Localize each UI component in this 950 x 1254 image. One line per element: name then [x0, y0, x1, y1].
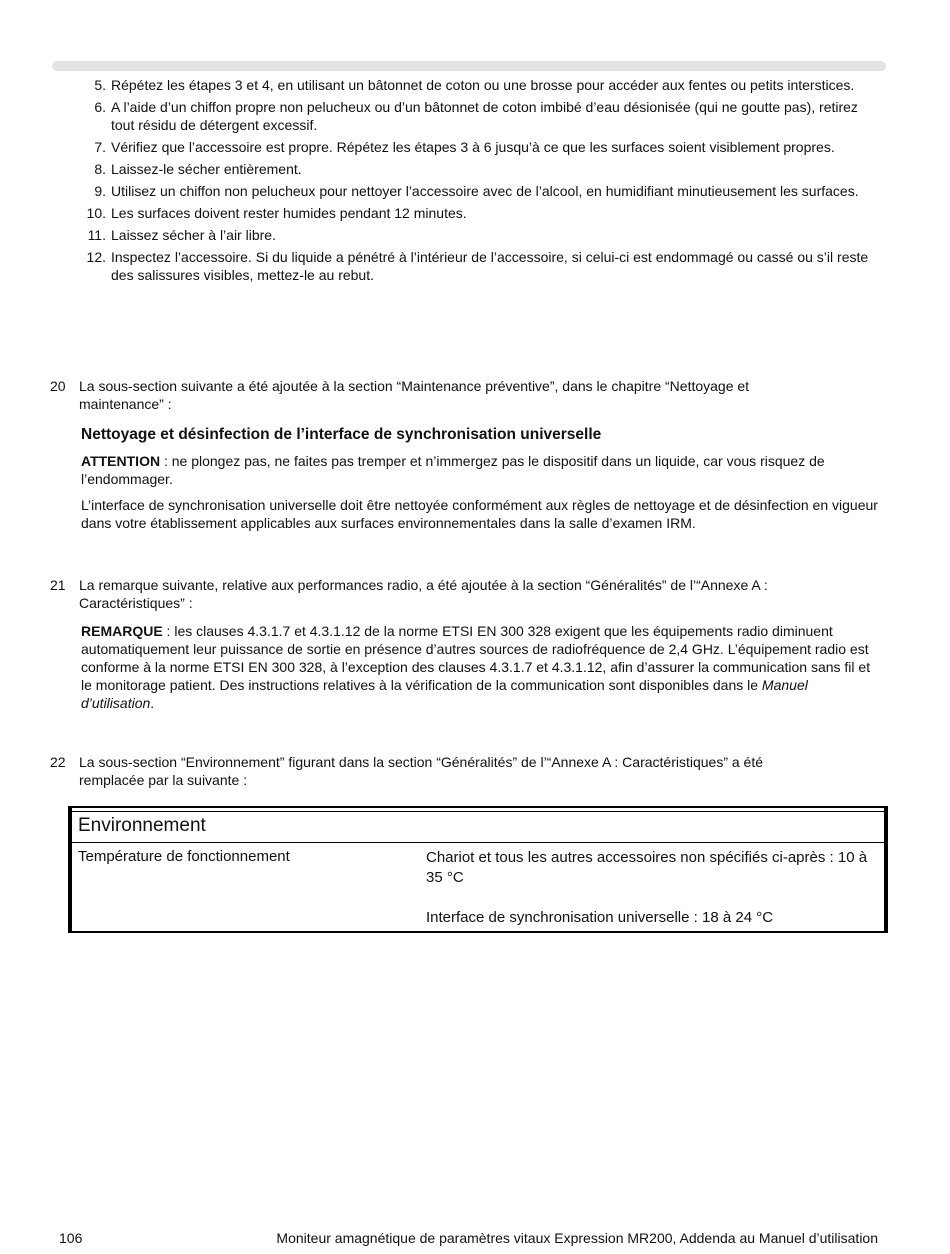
table-row-values: [426, 848, 881, 928]
step-number: 5.: [94, 77, 106, 93]
item-text: La remarque suivante, relative aux performances radio, a été ajoutée à la section “Généralités” de l’“Annexe A : Caractéristiques” :: [79, 577, 768, 611]
table-title: Environnement: [72, 811, 884, 843]
step-item: [0, 248, 881, 284]
attention-text: : ne plongez pas, ne faites pas tremper et n’immergez pas le dispositif dans un liquide, car vous risquez de l’endommager.: [81, 453, 825, 487]
footer-text: Moniteur amagnétique de paramètres vitaux Expression MR200, Addenda au Manuel d’utilisation: [276, 1230, 878, 1246]
remark-text: : les clauses 4.3.1.7 et 4.3.1.12 de la norme ETSI EN 300 328 exigent que les équipements radio diminuent automatiquement leur puissance de sortie en présence d’autres sources de radiofréquence de 2,4 GHz. L’équipement radio est conforme à la norme ETSI EN 300 328, à l’exception des clauses 4.3.1.7 et 4.3.1.12, afin d’assurer la communication sans fil et le monitorage patient. Des instructions relatives à la vérification de la communication sont disponibles dans le: [81, 623, 871, 693]
remark-end: .: [150, 695, 155, 711]
step-text: Répétez les étapes 3 et 4, en utilisant un bâtonnet de coton ou une brosse pour accéder aux fentes ou petits interstices.: [111, 77, 855, 93]
step-item: [0, 76, 881, 94]
step-item: [0, 226, 881, 244]
step-item: [0, 98, 881, 134]
step-number: 12.: [86, 249, 106, 265]
step-text: Les surfaces doivent rester humides pendant 12 minutes.: [111, 205, 467, 221]
header-rule: [52, 61, 886, 71]
step-number: 7.: [94, 139, 106, 155]
item-number: 22: [50, 754, 66, 770]
step-number: 6.: [94, 99, 106, 115]
table-row-label: Température de fonctionnement: [78, 848, 290, 865]
step-text: Utilisez un chiffon non pelucheux pour nettoyer l’accessoire avec de l’alcool, en humidifiant minutieusement les surfaces.: [111, 183, 859, 199]
table-value: Interface de synchronisation universelle : 18 à 24 °C: [426, 909, 774, 926]
item-text: La sous-section suivante a été ajoutée à la section “Maintenance préventive”, dans le chapitre “Nettoyage et maintenance” :: [79, 378, 750, 412]
item-22: [0, 753, 950, 789]
step-text: Laissez sécher à l’air libre.: [111, 227, 276, 243]
step-text: A l’aide d’un chiffon propre non pelucheux ou d’un bâtonnet de coton imbibé d’eau désionisée (qui ne goutte pas), retirez tout résidu de détergent excessif.: [111, 99, 858, 133]
page-number: 106: [59, 1230, 83, 1246]
step-item: [0, 138, 881, 156]
item-20-block: [81, 426, 883, 532]
environment-table: [68, 806, 888, 933]
step-number: 11.: [87, 227, 106, 243]
item-number: 21: [50, 577, 66, 593]
item-number: 20: [50, 378, 66, 394]
cleaning-steps-list: [0, 76, 950, 288]
attention-note: [81, 452, 883, 488]
step-item: [0, 160, 881, 178]
remark-label: REMARQUE: [81, 623, 163, 639]
item-20: [0, 377, 950, 540]
remark-note: [81, 622, 883, 712]
step-text: Laissez-le sécher entièrement.: [111, 161, 302, 177]
step-number: 10.: [86, 205, 106, 221]
item-text: La sous-section “Environnement” figurant dans la section “Généralités” de l’“Annexe A : Caractéristiques” a été remplacée par la suivante :: [79, 754, 764, 788]
step-number: 9.: [94, 183, 106, 199]
step-item: [0, 204, 881, 222]
attention-label: ATTENTION: [81, 453, 161, 469]
item-21: [0, 576, 950, 712]
table-value: Chariot et tous les autres accessoires non spécifiés ci-après : 10 à 35 °C: [426, 849, 868, 886]
step-number: 8.: [94, 161, 106, 177]
section-heading: Nettoyage et désinfection de l’interface de synchronisation universelle: [81, 426, 602, 443]
step-text: Vérifiez que l’accessoire est propre. Répétez les étapes 3 à 6 jusqu’à ce que les surfaces soient visiblement propres.: [111, 139, 835, 155]
cleaning-paragraph: L’interface de synchronisation universelle doit être nettoyée conformément aux règles de nettoyage et de désinfection en vigueur dans votre établissement applicables aux surfaces environnementales dans la salle d’examen IRM.: [81, 497, 878, 531]
remark-italic: Manuel d’utilisation: [81, 677, 808, 711]
step-item: [0, 182, 881, 200]
step-text: Inspectez l’accessoire. Si du liquide a pénétré à l’intérieur de l’accessoire, si celui-ci est endommagé ou cassé ou s’il reste des salissures visibles, mettez-le au rebut.: [111, 249, 869, 283]
